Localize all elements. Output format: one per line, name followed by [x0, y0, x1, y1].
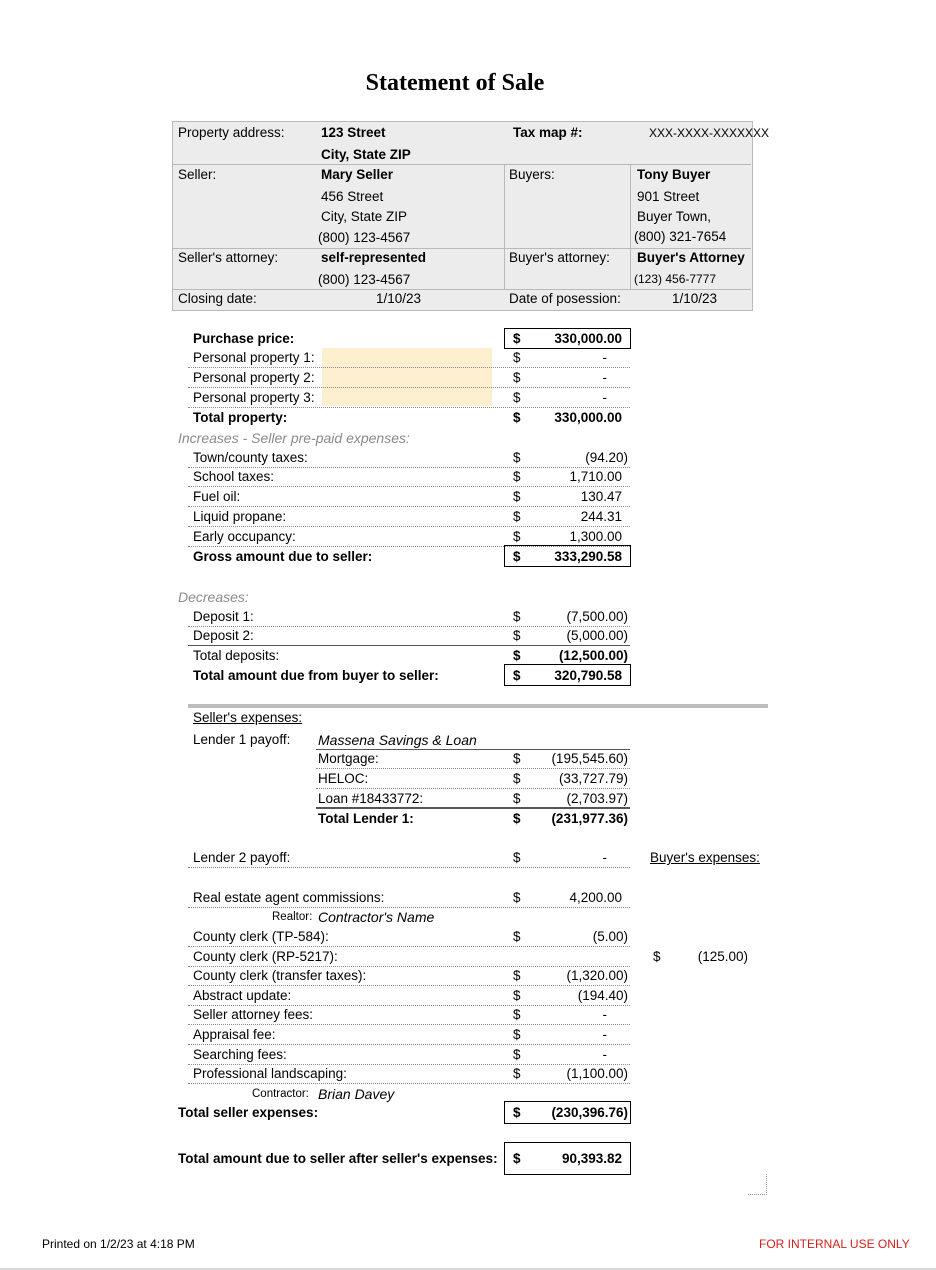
currency-symbol: $	[513, 811, 521, 826]
row-divider	[188, 1064, 630, 1065]
currency-symbol: $	[513, 850, 521, 865]
row-divider	[188, 1005, 630, 1006]
due-from-buyer-value: 320,790.58	[554, 668, 622, 683]
rp5217-buyer-value: (125.00)	[697, 949, 748, 964]
row-divider	[188, 946, 630, 947]
possession-value: 1/10/23	[672, 291, 718, 306]
row-divider	[316, 768, 630, 769]
row-divider	[188, 626, 630, 627]
currency-symbol: $	[513, 929, 521, 944]
landscaping-label: Professional landscaping:	[193, 1066, 347, 1081]
table-rule	[504, 164, 505, 289]
currency-symbol: $	[513, 469, 521, 484]
input-highlight	[322, 348, 492, 406]
abstract-value: (194.40)	[577, 988, 628, 1003]
currency-symbol: $	[513, 489, 521, 504]
contractor-label: Contractor:	[252, 1088, 309, 1100]
realtor-label: Realtor:	[272, 911, 313, 923]
landscaping-value: (1,100.00)	[566, 1066, 628, 1081]
heloc-value: (33,727.79)	[558, 771, 628, 786]
currency-symbol: $	[513, 509, 521, 524]
buyer-attorney-label: Buyer's attorney:	[509, 250, 610, 265]
abstract-label: Abstract update:	[193, 988, 292, 1003]
early-occupancy-value: 1,300.00	[569, 529, 622, 544]
currency-symbol: $	[513, 890, 521, 905]
deposit-1-value: (7,500.00)	[566, 609, 628, 624]
decreases-heading: Decreases:	[178, 589, 249, 605]
total-property-label: Total property:	[193, 410, 288, 425]
resize-grip-icon[interactable]	[748, 1174, 767, 1195]
seller-attorney-label: Seller's attorney:	[178, 250, 279, 265]
row-divider	[316, 749, 630, 750]
heloc-label: HELOC:	[318, 771, 369, 786]
closing-date-label: Closing date:	[178, 291, 257, 306]
currency-symbol: $	[513, 1047, 521, 1062]
personal-property-3-label: Personal property 3:	[193, 390, 315, 405]
deposit-1-label: Deposit 1:	[193, 609, 254, 624]
buyer-attorney-name: Buyer's Attorney	[637, 250, 745, 265]
gross-amount-label: Gross amount due to seller:	[193, 549, 373, 564]
currency-symbol: $	[513, 668, 521, 683]
transfer-taxes-label: County clerk (transfer taxes):	[193, 968, 367, 983]
currency-symbol: $	[513, 331, 521, 346]
attorney-fees-value: -	[602, 1007, 607, 1022]
row-divider	[188, 407, 630, 408]
attorney-fees-label: Seller attorney fees:	[193, 1007, 314, 1022]
currency-symbol: $	[513, 968, 521, 983]
currency-symbol: $	[513, 1007, 521, 1022]
row-divider	[188, 907, 630, 908]
buyer-city: Buyer Town,	[637, 209, 712, 224]
currency-symbol: $	[513, 988, 521, 1003]
row-divider	[188, 1083, 630, 1084]
row-divider	[188, 367, 630, 368]
lender-1-name: Massena Savings & Loan	[318, 732, 477, 748]
total-seller-expenses-value: (230,396.76)	[551, 1105, 628, 1120]
row-divider	[188, 1024, 630, 1025]
currency-symbol: $	[513, 1066, 521, 1081]
personal-property-1-value: -	[602, 350, 607, 365]
contractor-name: Brian Davey	[318, 1086, 395, 1102]
tax-map-value: XXX-XXXX-XXXXXXX	[649, 126, 770, 140]
tp584-value: (5.00)	[592, 929, 628, 944]
buyer-expenses-heading: Buyer's expenses:	[650, 850, 760, 865]
currency-symbol: $	[513, 791, 521, 806]
appraisal-value: -	[602, 1027, 607, 1042]
seller-attorney-phone: (800) 123-4567	[318, 272, 411, 287]
row-divider	[188, 486, 630, 487]
school-taxes-value: 1,710.00	[569, 469, 622, 484]
purchase-price-label: Purchase price:	[193, 331, 295, 346]
internal-use-notice: FOR INTERNAL USE ONLY	[759, 1237, 910, 1251]
row-divider	[316, 788, 630, 789]
mortgage-value: (195,545.60)	[551, 751, 628, 766]
total-deposits-value: (12,500.00)	[558, 648, 628, 663]
realtor-name: Contractor's Name	[318, 909, 435, 925]
final-amount-value: 90,393.82	[561, 1151, 622, 1166]
total-deposits-label: Total deposits:	[193, 648, 280, 663]
school-taxes-label: School taxes:	[193, 469, 275, 484]
currency-symbol: $	[513, 628, 521, 643]
total-lender-1-label: Total Lender 1:	[318, 811, 414, 826]
fuel-oil-value: 130.47	[580, 489, 622, 504]
due-from-buyer-label: Total amount due from buyer to seller:	[193, 668, 439, 683]
currency-symbol: $	[513, 1151, 521, 1166]
table-rule	[630, 164, 631, 289]
final-amount-label: Total amount due to seller after seller's expenses:	[178, 1151, 498, 1166]
row-divider	[188, 506, 630, 507]
buyer-name: Tony Buyer	[637, 167, 711, 182]
town-taxes-label: Town/county taxes:	[193, 450, 308, 465]
table-rule	[172, 248, 751, 249]
deposit-2-label: Deposit 2:	[193, 628, 254, 643]
lender-2-value: -	[602, 850, 607, 865]
row-divider	[188, 526, 630, 527]
table-rule	[172, 164, 751, 165]
currency-symbol: $	[513, 529, 521, 544]
appraisal-label: Appraisal fee:	[193, 1027, 276, 1042]
currency-symbol: $	[513, 1105, 521, 1120]
buyers-label: Buyers:	[509, 167, 555, 182]
property-address-line1: 123 Street	[321, 125, 386, 140]
printed-timestamp: Printed on 1/2/23 at 4:18 PM	[42, 1237, 195, 1251]
closing-date-value: 1/10/23	[376, 291, 422, 306]
transfer-taxes-value: (1,320.00)	[566, 968, 628, 983]
town-taxes-value: (94.20)	[585, 450, 628, 465]
currency-symbol: $	[513, 450, 521, 465]
currency-symbol: $	[513, 549, 521, 564]
tax-map-label: Tax map #:	[513, 125, 583, 140]
personal-property-3-value: -	[602, 390, 607, 405]
currency-symbol: $	[513, 1027, 521, 1042]
property-address-label: Property address:	[178, 125, 285, 140]
row-divider	[188, 966, 630, 967]
table-rule	[172, 289, 751, 290]
fuel-oil-label: Fuel oil:	[193, 489, 241, 504]
seller-city: City, State ZIP	[321, 209, 408, 224]
seller-street: 456 Street	[321, 189, 384, 204]
seller-phone: (800) 123-4567	[318, 230, 411, 245]
buyer-street: 901 Street	[637, 189, 700, 204]
lender-2-label: Lender 2 payoff:	[193, 850, 291, 865]
row-divider	[188, 387, 630, 388]
loan-label: Loan #18433772:	[318, 791, 424, 806]
currency-symbol: $	[513, 410, 521, 425]
increases-heading: Increases - Seller pre-paid expenses:	[178, 430, 410, 446]
property-address-line2: City, State ZIP	[321, 147, 411, 162]
total-seller-expenses-label: Total seller expenses:	[178, 1105, 319, 1120]
currency-symbol: $	[513, 370, 521, 385]
row-divider	[188, 645, 630, 646]
commission-label: Real estate agent commissions:	[193, 890, 385, 905]
row-divider	[188, 867, 630, 868]
buyer-phone: (800) 321-7654	[634, 229, 727, 244]
personal-property-2-value: -	[602, 370, 607, 385]
total-lender-1-value: (231,977.36)	[551, 811, 628, 826]
personal-property-1-label: Personal property 1:	[193, 350, 315, 365]
tp584-label: County clerk (TP-584):	[193, 929, 329, 944]
currency-symbol: $	[653, 949, 661, 964]
currency-symbol: $	[513, 350, 521, 365]
lender-1-label: Lender 1 payoff:	[193, 732, 291, 747]
page-title: Statement of Sale	[365, 70, 545, 96]
commission-value: 4,200.00	[569, 890, 622, 905]
purchase-price-value: 330,000.00	[554, 331, 622, 346]
liquid-propane-label: Liquid propane:	[193, 509, 287, 524]
liquid-propane-value: 244.31	[580, 509, 622, 524]
rp5217-label: County clerk (RP-5217):	[193, 949, 338, 964]
buyer-attorney-phone: (123) 456-7777	[634, 272, 717, 286]
seller-attorney-name: self-represented	[321, 250, 427, 265]
row-divider	[188, 985, 630, 986]
currency-symbol: $	[513, 751, 521, 766]
seller-label: Seller:	[178, 167, 217, 182]
row-divider	[188, 1044, 630, 1045]
early-occupancy-label: Early occupancy:	[193, 529, 296, 544]
currency-symbol: $	[513, 771, 521, 786]
gross-amount-value: 333,290.58	[554, 549, 622, 564]
mortgage-label: Mortgage:	[318, 751, 379, 766]
seller-expenses-heading: Seller's expenses:	[193, 710, 303, 725]
searching-label: Searching fees:	[193, 1047, 287, 1062]
currency-symbol: $	[513, 609, 521, 624]
personal-property-2-label: Personal property 2:	[193, 370, 315, 385]
loan-value: (2,703.97)	[566, 791, 628, 806]
row-divider	[316, 807, 630, 809]
section-divider	[188, 704, 768, 708]
seller-name: Mary Seller	[321, 167, 394, 182]
searching-value: -	[602, 1047, 607, 1062]
currency-symbol: $	[513, 648, 521, 663]
currency-symbol: $	[513, 390, 521, 405]
possession-label: Date of posession:	[509, 291, 621, 306]
deposit-2-value: (5,000.00)	[566, 628, 628, 643]
total-property-value: 330,000.00	[554, 410, 622, 425]
row-divider	[188, 467, 630, 468]
